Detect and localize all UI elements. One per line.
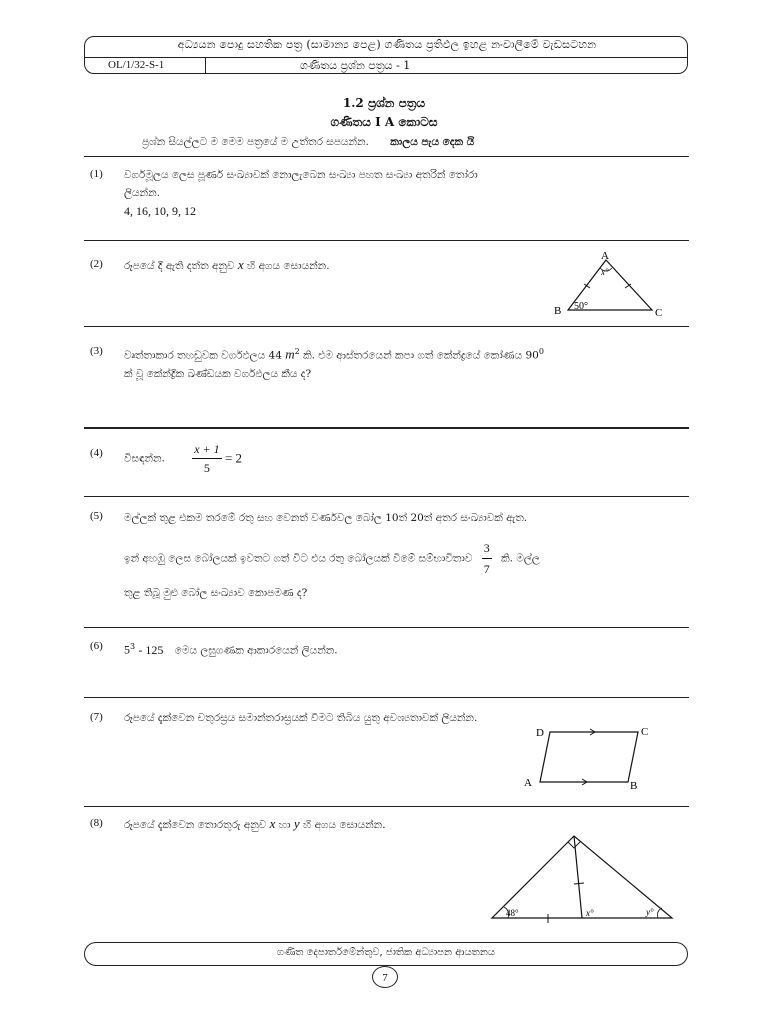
number-list: 4, 16, 10, 9, 12 [124,204,196,218]
fraction-denominator: 7 [483,562,490,576]
header-separator [205,58,206,73]
question-number: (5) [90,510,103,522]
question-text: මල්ලක් තුළ එකම තරමේ රතු සහ වෙනත් වර්ණවල බෝල 10ත් 20ත් අතර සංඛ්‍යාවක් ඇත. [124,512,528,524]
parallelogram-figure [520,720,660,796]
variable-y: y [293,816,300,831]
question-text: ලියන්න. [124,187,160,199]
inner-segment [574,836,582,918]
paper-code: OL/1/32-S-1 [108,59,165,71]
angle-y-label: y° [646,907,654,917]
question-line [124,538,540,579]
header-divider [85,57,687,58]
question-text: හි අගය සොයන්න. [246,260,330,272]
question-number: (2) [90,258,103,270]
right-angle-mark [568,842,580,848]
equation-rhs: = 2 [224,450,243,466]
isosceles-triangle-figure [548,248,678,322]
divider [84,427,689,429]
question-number: (6) [90,640,103,652]
question-number: (1) [90,168,103,180]
question-1 [124,166,478,220]
angle-x-label: x° [586,908,594,918]
power-base: 5 [124,642,130,657]
question-text: හි අගය සොයන්න. [302,819,386,831]
triangle-shape [492,836,672,918]
fraction [192,440,221,477]
question-line [124,343,544,365]
divider [84,806,689,807]
time-allowed: කාලය පැය දෙක යි [390,136,475,148]
fraction-denominator: 5 [203,461,210,475]
footer-text: ගණිත දෙපාර්තමේන්තුව, ජාතික අධ්‍යාපන ආයතනය [276,947,496,958]
divider [84,697,689,698]
question-8 [124,815,386,834]
variable-x: x [269,816,276,831]
instruction-text: ප්‍රශ්න සියල්ලට ම මෙම පත්‍රයේ ම උත්තර සපයන්න. [142,136,369,148]
fraction-numerator: 3 [482,538,492,559]
question-3 [124,343,544,383]
question-text: ක් වූ කේන්ද්‍රික ඛණ්ඩයක වර්ගඵලය කීය ද? [124,367,312,380]
unit-m: m [285,346,295,362]
question-5 [124,508,540,603]
question-number: (7) [90,711,103,723]
vertex-label-d: D [536,727,544,739]
question-text: රූපයේ දැක්වෙන තොරතුරු අනුව [124,819,267,831]
question-text: හා [278,819,291,831]
question-number: (4) [90,447,103,459]
divider [84,627,689,628]
divider [84,496,689,497]
question-text: ඉන් අහඹු ලෙස බෝලයක් ඉවතට ගත් විට එය රතු බෝලයක් වීමේ සම්භාවිතාව [124,552,473,565]
question-7: රූපයේ දැක්වෙන චතුරස්‍රය සමාන්තරාස්‍රයක් වීමට තිබිය යුතු අවශ්‍යතාවක් ලියන්න. [124,712,478,724]
vertex-label-a: A [524,777,532,789]
question-text: කි. එම ආස්තරයෙන් කපා ගත් කේන්ද්‍රයේ කෝණය 90 [303,349,539,362]
question-4 [124,440,242,477]
parallelogram-shape [540,732,638,782]
power-exponent: 3 [130,642,136,651]
vertex-label-a: A [601,250,609,262]
question-text: රූපයේ දී ඇති දත්ත අනුව [124,260,235,272]
question-text: වෘත්තාකාර තහඩුවක වර්ගඵලය 44 [124,349,282,362]
header-subtitle: ගණිතය ප්‍රශ්න පත්‍රය - 1 [300,59,411,72]
variable-x: x [237,257,244,272]
degree-symbol: 0 [538,347,544,356]
question-text: කි. මල්ල [501,552,540,565]
divider [84,240,689,241]
equal-mark [574,883,584,884]
section-title: 1.2 ප්‍රශ්න පත්‍රය [342,96,426,110]
question-6 [124,638,338,660]
section-subtitle: ගණිතය I A කොටස [330,115,438,129]
question-text: වර්ගමූලය ලෙස පූර්ණ සංඛ්‍යාවක් නොලැබෙන සංඛ්‍යා පහත සංඛ්‍යා අතරින් තෝරා [124,169,478,181]
angle-48-label: 48° [506,908,519,918]
question-2 [124,256,330,275]
angle-b-label: 50° [574,301,588,312]
question-text: තුළ තිබූ මුළු බෝල සංඛ්‍යාව කොපමණ ද? [124,587,308,599]
expression-rest: - 125 [138,642,164,657]
vertex-label-c: C [655,307,663,319]
header-title: අධ්‍යයන පොදු සහතික පත්‍ර (සාමාන්‍ය පෙළ) ගණිතය ප්‍රතිඵල ඉහළ නංවාලීමේ වැඩසටහන [177,38,597,51]
right-triangle-figure [486,828,682,928]
question-number: (3) [90,345,103,357]
probability-fraction [482,538,492,579]
question-number: (8) [90,817,103,829]
angle-x-label: x° [601,267,609,277]
vertex-label-c: C [641,726,649,738]
unit-exponent: 2 [294,347,300,356]
fraction-numerator: x + 1 [192,440,221,459]
vertex-label-b: B [630,780,638,792]
divider [84,326,689,327]
divider [84,156,689,157]
vertex-label-b: B [554,305,562,317]
question-text: විසඳන්න. [124,452,165,465]
instruction [142,136,474,149]
page-number: 7 [372,966,398,988]
question-text: මෙය ලඝුගණක ආකාරයෙන් ලියන්න. [174,644,338,657]
